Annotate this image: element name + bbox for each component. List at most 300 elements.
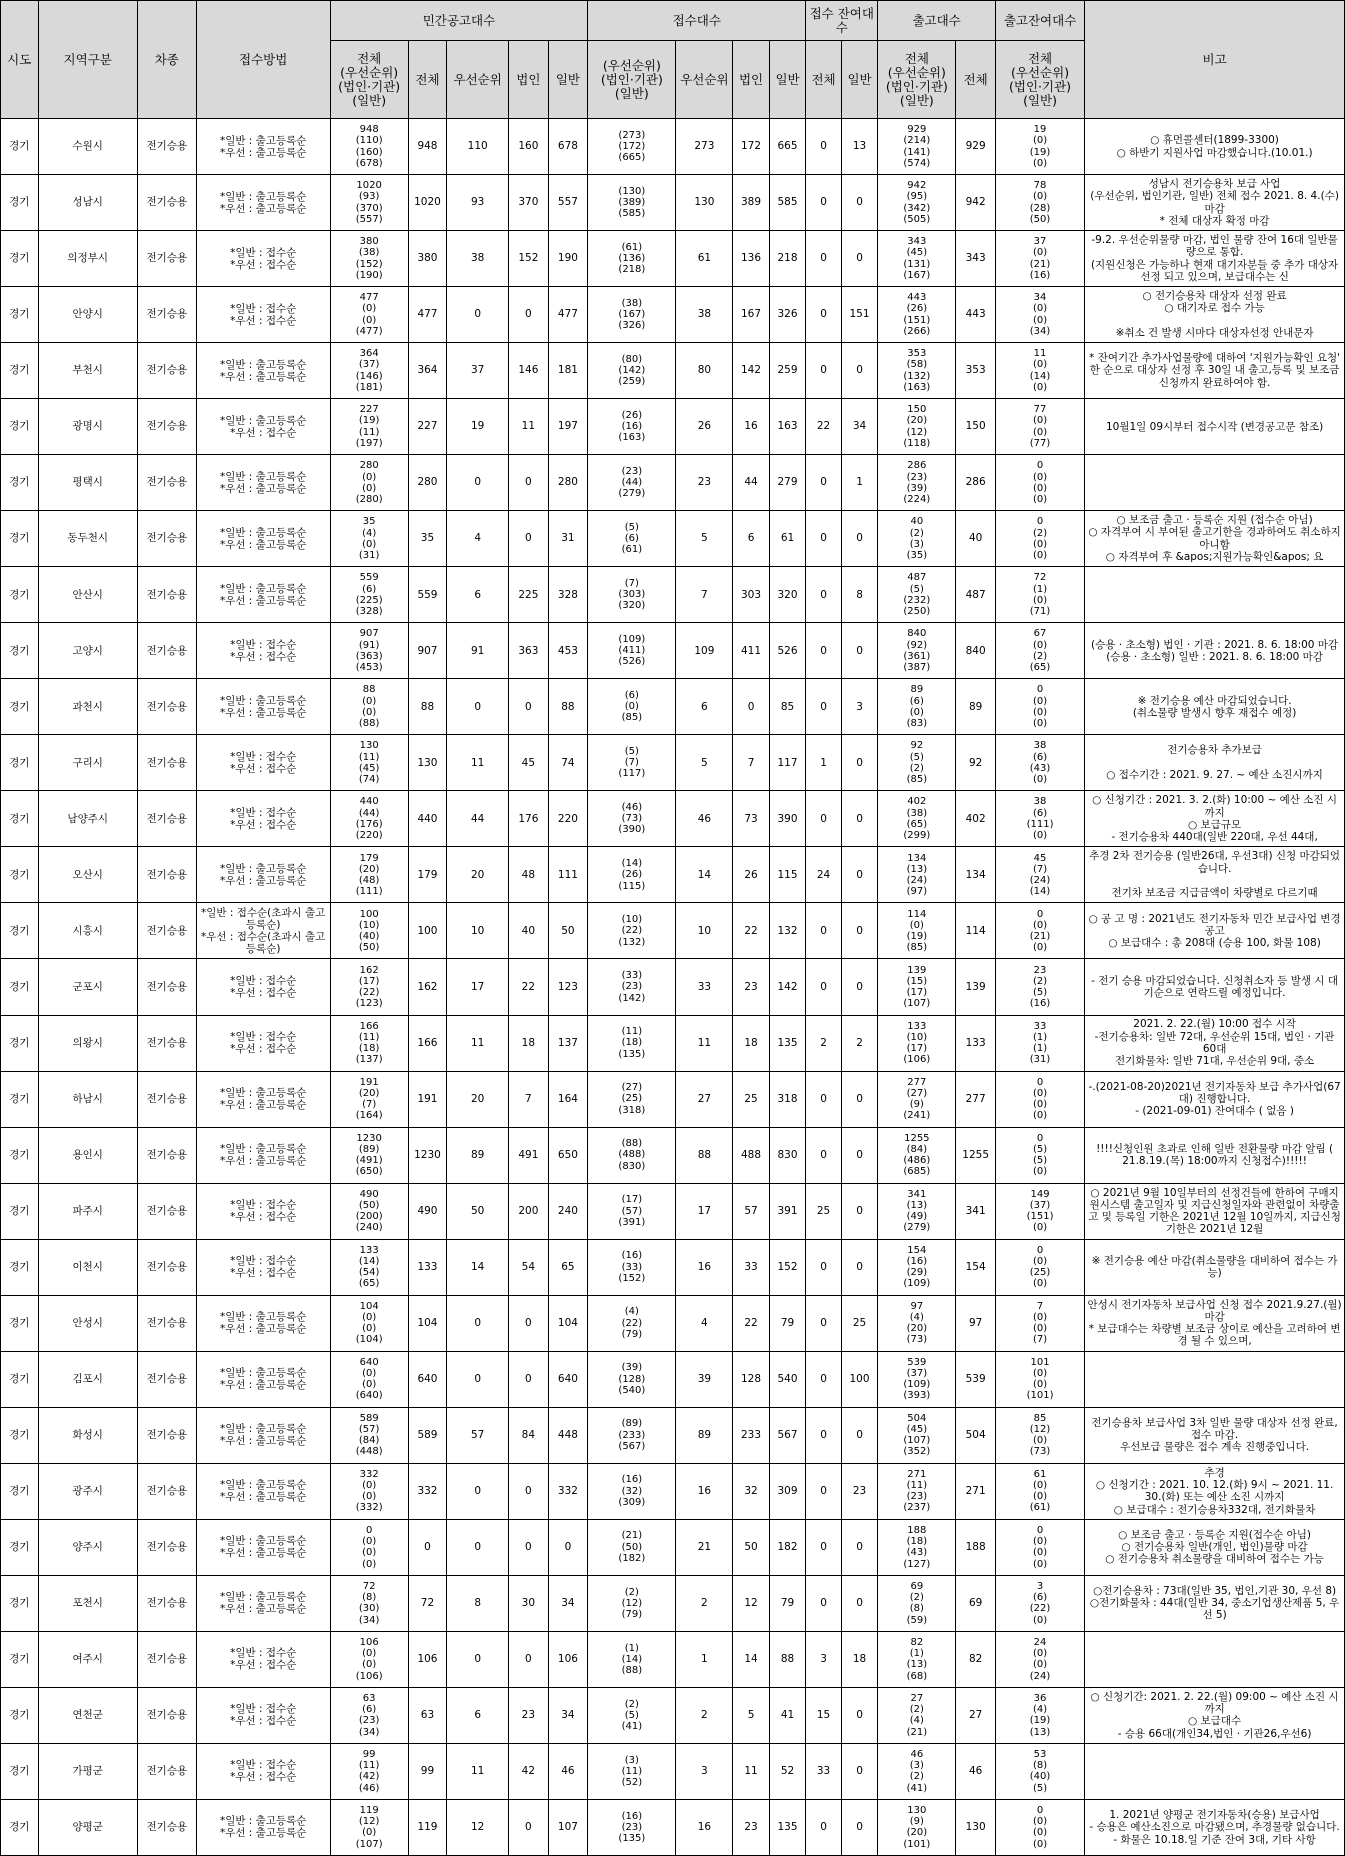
- cell-car-type: [137, 1239, 196, 1295]
- cell-recv-remaining-general: [841, 735, 878, 791]
- cell-received-priority: [676, 567, 733, 623]
- cell-region: [38, 1799, 137, 1855]
- received-priority-text: 130: [694, 196, 715, 209]
- cell-method: [196, 1743, 330, 1799]
- released-total-text: 343: [965, 252, 986, 265]
- cell-region: [38, 1519, 137, 1575]
- cell-received-priority: [676, 1407, 733, 1463]
- cell-released-total: [956, 1519, 996, 1575]
- cell-announced-breakdown: [330, 399, 408, 455]
- cell-region: [38, 1743, 137, 1799]
- release-remaining-breakdown-text: 0 (0) (0) (0): [1032, 460, 1048, 505]
- region-text: 양평군: [72, 1821, 103, 1834]
- cell-release-remaining-breakdown: [995, 343, 1084, 399]
- announced-priority-text: 57: [470, 1428, 485, 1441]
- cell-released-total: [956, 119, 996, 175]
- cell-received-priority: [676, 1295, 733, 1351]
- cell-method: [196, 1127, 330, 1183]
- cell-sido: [1, 791, 39, 847]
- cell-received-corp: [733, 119, 770, 175]
- recv-remaining-total-text: 0: [820, 1597, 827, 1610]
- method-text: *일반 : 출고등록순 *우선 : 출고등록순: [219, 190, 307, 215]
- announced-total-text: 104: [417, 1316, 438, 1329]
- cell-announced-corp: [509, 1071, 549, 1127]
- received-corp-text: 23: [744, 980, 758, 993]
- method-text: *일반 : 접수순 *우선 : 접수순: [230, 974, 297, 999]
- note-text: 전기승용차 추가보급 ○ 접수기간 : 2021. 9. 27. ~ 예산 소진시까지: [1106, 744, 1323, 781]
- sido-text: 경기: [9, 980, 30, 993]
- announced-breakdown-text: 332 (0) (0) (332): [355, 1468, 383, 1514]
- cell-announced-priority: [447, 567, 509, 623]
- cell-announced-total: [408, 1631, 447, 1687]
- cell-received-general: [769, 1015, 806, 1071]
- car-type-text: 전기승용: [146, 1485, 188, 1498]
- cell-sido: [1, 1743, 39, 1799]
- release-remaining-breakdown-text: 0 (0) (0) (0): [1032, 1805, 1048, 1850]
- note-text: ○ 공 고 명 : 2021년도 전기자동차 민간 보급사업 변경 공고 ○ 보급대수 : 총 208대 (승용 100, 화물 108): [1088, 912, 1341, 950]
- subheader-released-total: 전체: [956, 41, 996, 119]
- announced-corp-text: 491: [518, 1148, 539, 1161]
- cell-release-remaining-breakdown: [995, 959, 1084, 1015]
- cell-sido: [1, 1127, 39, 1183]
- cell-recv-remaining-general: [841, 1407, 878, 1463]
- cell-release-remaining-breakdown: [995, 791, 1084, 847]
- cell-recv-remaining-total: [806, 735, 842, 791]
- cell-car-type: [137, 1183, 196, 1239]
- cell-recv-remaining-general: [841, 1799, 878, 1855]
- note-text: ○ 신청기간 : 2021. 3. 2.(화) 10:00 ~ 예산 소진 시 까지 ○ 보급규모 - 전기승용차 440대(일반 220대, 우선 44대,: [1092, 794, 1338, 844]
- cell-received-corp: [733, 903, 770, 959]
- header-release-remaining: 출고잔여대수: [995, 1, 1084, 41]
- cell-announced-corp: [509, 847, 549, 903]
- announced-corp-text: 152: [518, 252, 539, 265]
- note-text: ※ 전기승용 예산 마감(취소물량을 대비하여 접수는 가능): [1091, 1254, 1338, 1280]
- released-total-text: 92: [968, 756, 983, 769]
- announced-priority-text: 0: [474, 1653, 481, 1666]
- cell-announced-breakdown: [330, 231, 408, 287]
- announced-total-text: 133: [417, 1260, 438, 1273]
- cell-received-general: [769, 1295, 806, 1351]
- car-type-text: 전기승용: [146, 700, 188, 713]
- cell-announced-breakdown: [330, 847, 408, 903]
- cell-announced-corp: [509, 399, 549, 455]
- cell-method: [196, 1463, 330, 1519]
- cell-received-priority: [676, 1463, 733, 1519]
- announced-priority-text: 0: [474, 308, 481, 321]
- region-text: 안성시: [72, 1316, 103, 1329]
- header-row-1: [1, 1, 1345, 41]
- announced-breakdown-text: 133 (14) (54) (65): [358, 1244, 380, 1290]
- header-released: 출고대수: [878, 1, 996, 41]
- table-row: [1, 287, 1345, 343]
- cell-announced-general: [548, 1239, 588, 1295]
- cell-announced-total: [408, 175, 447, 231]
- cell-region: [38, 791, 137, 847]
- cell-received-breakdown: [588, 1407, 676, 1463]
- announced-priority-text: 12: [470, 1821, 485, 1834]
- cell-announced-general: [548, 287, 588, 343]
- method-text: *일반 : 접수순 *우선 : 접수순: [230, 806, 297, 831]
- cell-released-total: [956, 343, 996, 399]
- cell-announced-breakdown: [330, 1015, 408, 1071]
- release-remaining-breakdown-text: 53 (8) (40) (5): [1029, 1749, 1051, 1794]
- cell-received-priority: [676, 511, 733, 567]
- cell-region: [38, 1463, 137, 1519]
- cell-recv-remaining-general: [841, 1463, 878, 1519]
- cell-sido: [1, 1631, 39, 1687]
- cell-released-breakdown: [878, 623, 956, 679]
- released-total-text: 27: [968, 1709, 983, 1722]
- cell-note: [1085, 735, 1345, 791]
- release-remaining-breakdown-text: 85 (12) (0) (73): [1029, 1412, 1051, 1458]
- cell-announced-corp: [509, 1743, 549, 1799]
- table-row: [1, 1463, 1345, 1519]
- cell-released-breakdown: [878, 1519, 956, 1575]
- announced-priority-text: 6: [474, 588, 481, 601]
- recv-remaining-total-text: 0: [820, 1148, 827, 1161]
- region-text: 용인시: [72, 1148, 103, 1161]
- cell-announced-general: [548, 119, 588, 175]
- announced-corp-text: 18: [521, 1036, 536, 1049]
- cell-note: [1085, 1631, 1345, 1687]
- announced-total-text: 100: [417, 924, 438, 937]
- cell-note: [1085, 511, 1345, 567]
- received-general-text: 218: [777, 252, 798, 265]
- cell-note: [1085, 1015, 1345, 1071]
- released-breakdown-text: 539 (37) (109) (393): [903, 1356, 931, 1402]
- release-remaining-breakdown-text: 23 (2) (5) (16): [1029, 964, 1051, 1010]
- table-row: [1, 399, 1345, 455]
- cell-announced-priority: [447, 1743, 509, 1799]
- cell-announced-breakdown: [330, 959, 408, 1015]
- released-breakdown-text: 46 (3) (2) (41): [906, 1749, 928, 1794]
- cell-received-general: [769, 1575, 806, 1631]
- received-general-text: 88: [780, 1653, 795, 1666]
- recv-remaining-general-text: 13: [852, 140, 867, 153]
- cell-announced-corp: [509, 1463, 549, 1519]
- released-breakdown-text: 277 (27) (9) (241): [903, 1076, 931, 1122]
- cell-released-breakdown: [878, 1351, 956, 1407]
- cell-car-type: [137, 791, 196, 847]
- cell-received-general: [769, 399, 806, 455]
- method-text: *일반 : 접수순 *우선 : 접수순: [230, 1031, 297, 1056]
- cell-region: [38, 1575, 137, 1631]
- cell-announced-total: [408, 1239, 447, 1295]
- cell-received-priority: [676, 287, 733, 343]
- cell-car-type: [137, 679, 196, 735]
- received-general-text: 163: [777, 420, 798, 433]
- received-breakdown-text: (14) (26) (115): [618, 858, 646, 892]
- cell-received-breakdown: [588, 847, 676, 903]
- header-car-type: 차종: [137, 1, 196, 119]
- recv-remaining-general-text: 0: [856, 364, 863, 377]
- cell-note: [1085, 959, 1345, 1015]
- cell-announced-corp: [509, 343, 549, 399]
- received-general-text: 391: [777, 1204, 798, 1217]
- sido-text: 경기: [9, 1204, 30, 1217]
- announced-corp-text: 84: [521, 1428, 536, 1441]
- header-recv-remaining: 접수 잔여대수: [806, 1, 878, 41]
- received-breakdown-text: (6) (0) (85): [621, 690, 643, 724]
- recv-remaining-total-text: 0: [820, 140, 827, 153]
- cell-announced-general: [548, 399, 588, 455]
- cell-car-type: [137, 343, 196, 399]
- cell-received-corp: [733, 399, 770, 455]
- cell-announced-total: [408, 511, 447, 567]
- cell-note: [1085, 1519, 1345, 1575]
- cell-received-breakdown: [588, 1743, 676, 1799]
- cell-announced-total: [408, 1071, 447, 1127]
- announced-general-text: 137: [557, 1036, 578, 1049]
- cell-released-breakdown: [878, 175, 956, 231]
- subheader-released-breakdown: 전체 (우선순위) (법인·기관) (일반): [878, 41, 956, 119]
- received-corp-text: 12: [744, 1597, 758, 1610]
- cell-recv-remaining-general: [841, 343, 878, 399]
- cell-received-priority: [676, 1127, 733, 1183]
- cell-note: [1085, 567, 1345, 623]
- received-breakdown-text: (5) (7) (117): [618, 746, 646, 780]
- cell-released-total: [956, 1575, 996, 1631]
- cell-announced-general: [548, 1743, 588, 1799]
- note-text: 안성시 전기자동차 보급사업 신청 접수 2021.9.27.(월) 마감 * 보급대수는 차량별 보조금 상이로 예산을 고려하여 변경 될 수 있으며,: [1087, 1298, 1342, 1348]
- cell-car-type: [137, 1127, 196, 1183]
- cell-note: [1085, 1351, 1345, 1407]
- announced-general-text: 34: [561, 1597, 575, 1610]
- announced-total-text: 559: [417, 588, 438, 601]
- cell-release-remaining-breakdown: [995, 1631, 1084, 1687]
- announced-breakdown-text: 1020 (93) (370) (557): [355, 180, 383, 225]
- announced-total-text: 640: [417, 1372, 438, 1385]
- cell-received-corp: [733, 1743, 770, 1799]
- car-type-text: 전기승용: [146, 1653, 188, 1666]
- cell-recv-remaining-general: [841, 511, 878, 567]
- cell-received-general: [769, 623, 806, 679]
- announced-breakdown-text: 490 (50) (200) (240): [355, 1188, 383, 1234]
- cell-received-priority: [676, 1575, 733, 1631]
- cell-announced-priority: [447, 735, 509, 791]
- sido-text: 경기: [9, 1485, 30, 1498]
- cell-released-breakdown: [878, 1071, 956, 1127]
- released-breakdown-text: 271 (11) (23) (237): [903, 1468, 931, 1514]
- cell-announced-total: [408, 791, 447, 847]
- cell-announced-corp: [509, 1183, 549, 1239]
- table-row: [1, 1519, 1345, 1575]
- recv-remaining-general-text: 0: [856, 1260, 863, 1273]
- announced-total-text: 364: [417, 364, 438, 377]
- received-general-text: 259: [777, 364, 798, 377]
- released-breakdown-text: 154 (16) (29) (109): [903, 1244, 931, 1290]
- cell-released-breakdown: [878, 231, 956, 287]
- released-breakdown-text: 929 (214) (141) (574): [903, 124, 931, 169]
- announced-corp-text: 0: [525, 308, 532, 321]
- recv-remaining-general-text: 18: [852, 1653, 867, 1666]
- announced-corp-text: 225: [518, 588, 539, 601]
- announced-general-text: 50: [561, 924, 575, 937]
- cell-method: [196, 735, 330, 791]
- cell-announced-priority: [447, 287, 509, 343]
- cell-car-type: [137, 287, 196, 343]
- sido-text: 경기: [9, 1036, 30, 1049]
- cell-received-priority: [676, 175, 733, 231]
- cell-release-remaining-breakdown: [995, 679, 1084, 735]
- cell-announced-corp: [509, 1519, 549, 1575]
- released-total-text: 271: [965, 1485, 986, 1498]
- car-type-text: 전기승용: [146, 924, 188, 937]
- cell-method: [196, 679, 330, 735]
- announced-breakdown-text: 72 (8) (30) (34): [358, 1580, 380, 1626]
- announced-breakdown-text: 106 (0) (0) (106): [355, 1636, 383, 1682]
- cell-announced-general: [548, 903, 588, 959]
- region-text: 의정부시: [67, 252, 108, 265]
- sido-text: 경기: [9, 308, 30, 321]
- table-row: [1, 1015, 1345, 1071]
- cell-announced-corp: [509, 1015, 549, 1071]
- cell-announced-breakdown: [330, 735, 408, 791]
- announced-corp-text: 146: [518, 364, 539, 377]
- cell-received-general: [769, 1519, 806, 1575]
- cell-received-general: [769, 1407, 806, 1463]
- released-total-text: 114: [965, 924, 986, 937]
- region-text: 부천시: [72, 364, 103, 377]
- cell-announced-priority: [447, 847, 509, 903]
- method-text: *일반 : 출고등록순 *우선 : 출고등록순: [219, 1815, 307, 1840]
- method-text: *일반 : 출고등록순 *우선 : 출고등록순: [219, 134, 307, 159]
- received-corp-text: 0: [747, 700, 755, 713]
- cell-released-breakdown: [878, 343, 956, 399]
- note-text: 추경 ○ 신청기간 : 2021. 10. 12.(화) 9시 ~ 2021. 11. 30.(화) 또는 예산 소진 시까지 ○ 보급대수 : 전기승용차332대, 전기화물차: [1095, 1466, 1334, 1516]
- sido-text: 경기: [9, 756, 30, 769]
- cell-released-breakdown: [878, 1015, 956, 1071]
- cell-car-type: [137, 511, 196, 567]
- cell-received-breakdown: [588, 455, 676, 511]
- cell-received-general: [769, 175, 806, 231]
- received-corp-text: 389: [741, 196, 762, 209]
- cell-recv-remaining-total: [806, 1743, 842, 1799]
- announced-priority-text: 4: [474, 532, 481, 545]
- cell-received-priority: [676, 1071, 733, 1127]
- cell-region: [38, 959, 137, 1015]
- note-text: -.(2021-08-20)2021년 전기자동차 보급 추가사업(67대) 진행합니다. - (2021-09-01) 잔여대수 ( 없음 ): [1088, 1080, 1341, 1118]
- cell-released-breakdown: [878, 287, 956, 343]
- released-total-text: 46: [968, 1765, 983, 1778]
- method-text: *일반 : 출고등록순 *우선 : 출고등록순: [219, 1535, 307, 1560]
- cell-car-type: [137, 1295, 196, 1351]
- cell-announced-priority: [447, 399, 509, 455]
- method-text: *일반 : 출고등록순 *우선 : 출고등록순: [219, 1143, 307, 1168]
- cell-announced-general: [548, 679, 588, 735]
- cell-method: [196, 1799, 330, 1855]
- cell-note: [1085, 119, 1345, 175]
- header-received: 접수대수: [588, 1, 806, 41]
- cell-car-type: [137, 1351, 196, 1407]
- received-breakdown-text: (89) (233) (567): [618, 1418, 646, 1452]
- table-row: [1, 679, 1345, 735]
- announced-corp-text: 22: [521, 980, 536, 993]
- cell-received-general: [769, 567, 806, 623]
- cell-received-general: [769, 287, 806, 343]
- announced-priority-text: 20: [470, 868, 485, 881]
- announced-priority-text: 44: [470, 812, 485, 825]
- received-breakdown-text: (16) (32) (309): [618, 1474, 646, 1508]
- note-text: 10월1일 09시부터 접수시작 (변경공고문 참조): [1105, 420, 1324, 433]
- car-type-text: 전기승용: [146, 476, 188, 489]
- announced-breakdown-text: 559 (6) (225) (328): [355, 572, 383, 617]
- announced-corp-text: 0: [525, 532, 532, 545]
- recv-remaining-general-text: 0: [856, 868, 863, 881]
- cell-released-total: [956, 1687, 996, 1743]
- subheader-announced-priority: 우선순위: [447, 41, 509, 119]
- received-general-text: 41: [780, 1709, 795, 1722]
- received-general-text: 142: [777, 980, 798, 993]
- received-priority-text: 16: [697, 1821, 712, 1834]
- cell-received-general: [769, 1687, 806, 1743]
- cell-received-general: [769, 1463, 806, 1519]
- cell-received-breakdown: [588, 1799, 676, 1855]
- received-priority-text: 80: [697, 364, 712, 377]
- cell-car-type: [137, 1071, 196, 1127]
- received-priority-text: 16: [697, 1485, 712, 1498]
- announced-general-text: 46: [561, 1765, 575, 1778]
- cell-car-type: [137, 1015, 196, 1071]
- announced-breakdown-text: 130 (11) (45) (74): [358, 740, 380, 786]
- received-corp-text: 128: [741, 1372, 762, 1385]
- cell-released-breakdown: [878, 455, 956, 511]
- cell-note: [1085, 679, 1345, 735]
- announced-general-text: 477: [557, 308, 578, 321]
- cell-region: [38, 399, 137, 455]
- cell-region: [38, 1407, 137, 1463]
- table-row: [1, 1687, 1345, 1743]
- cell-released-total: [956, 399, 996, 455]
- release-remaining-breakdown-text: 0 (0) (25) (0): [1029, 1244, 1051, 1290]
- cell-announced-total: [408, 1015, 447, 1071]
- cell-announced-priority: [447, 1183, 509, 1239]
- cell-announced-priority: [447, 791, 509, 847]
- cell-announced-general: [548, 231, 588, 287]
- cell-release-remaining-breakdown: [995, 399, 1084, 455]
- announced-corp-text: 48: [521, 868, 536, 881]
- cell-region: [38, 623, 137, 679]
- announced-priority-text: 11: [470, 1765, 485, 1778]
- cell-recv-remaining-general: [841, 1071, 878, 1127]
- received-corp-text: 26: [744, 868, 758, 881]
- note-text: ※ 전기승용 예산 마감되었습니다. (취소물량 발생시 향후 재접수 예정): [1132, 694, 1297, 719]
- cell-received-general: [769, 791, 806, 847]
- cell-region: [38, 735, 137, 791]
- received-corp-text: 5: [747, 1709, 755, 1722]
- received-general-text: 117: [777, 756, 798, 769]
- announced-priority-text: 17: [470, 980, 485, 993]
- sido-text: 경기: [9, 140, 30, 153]
- region-text: 남양주시: [67, 812, 108, 825]
- received-breakdown-text: (2) (5) (41): [621, 1698, 643, 1732]
- recv-remaining-total-text: 0: [820, 1260, 827, 1273]
- received-priority-text: 16: [697, 1260, 712, 1273]
- announced-priority-text: 110: [467, 140, 488, 153]
- announced-breakdown-text: 948 (110) (160) (678): [355, 124, 383, 169]
- cell-announced-breakdown: [330, 903, 408, 959]
- released-total-text: 69: [968, 1597, 983, 1610]
- region-text: 여주시: [72, 1653, 103, 1666]
- cell-announced-general: [548, 1687, 588, 1743]
- cell-recv-remaining-general: [841, 119, 878, 175]
- cell-note: [1085, 1575, 1345, 1631]
- cell-announced-corp: [509, 511, 549, 567]
- cell-received-priority: [676, 1351, 733, 1407]
- car-type-text: 전기승용: [146, 1204, 188, 1217]
- table-row: [1, 1743, 1345, 1799]
- cell-received-priority: [676, 1799, 733, 1855]
